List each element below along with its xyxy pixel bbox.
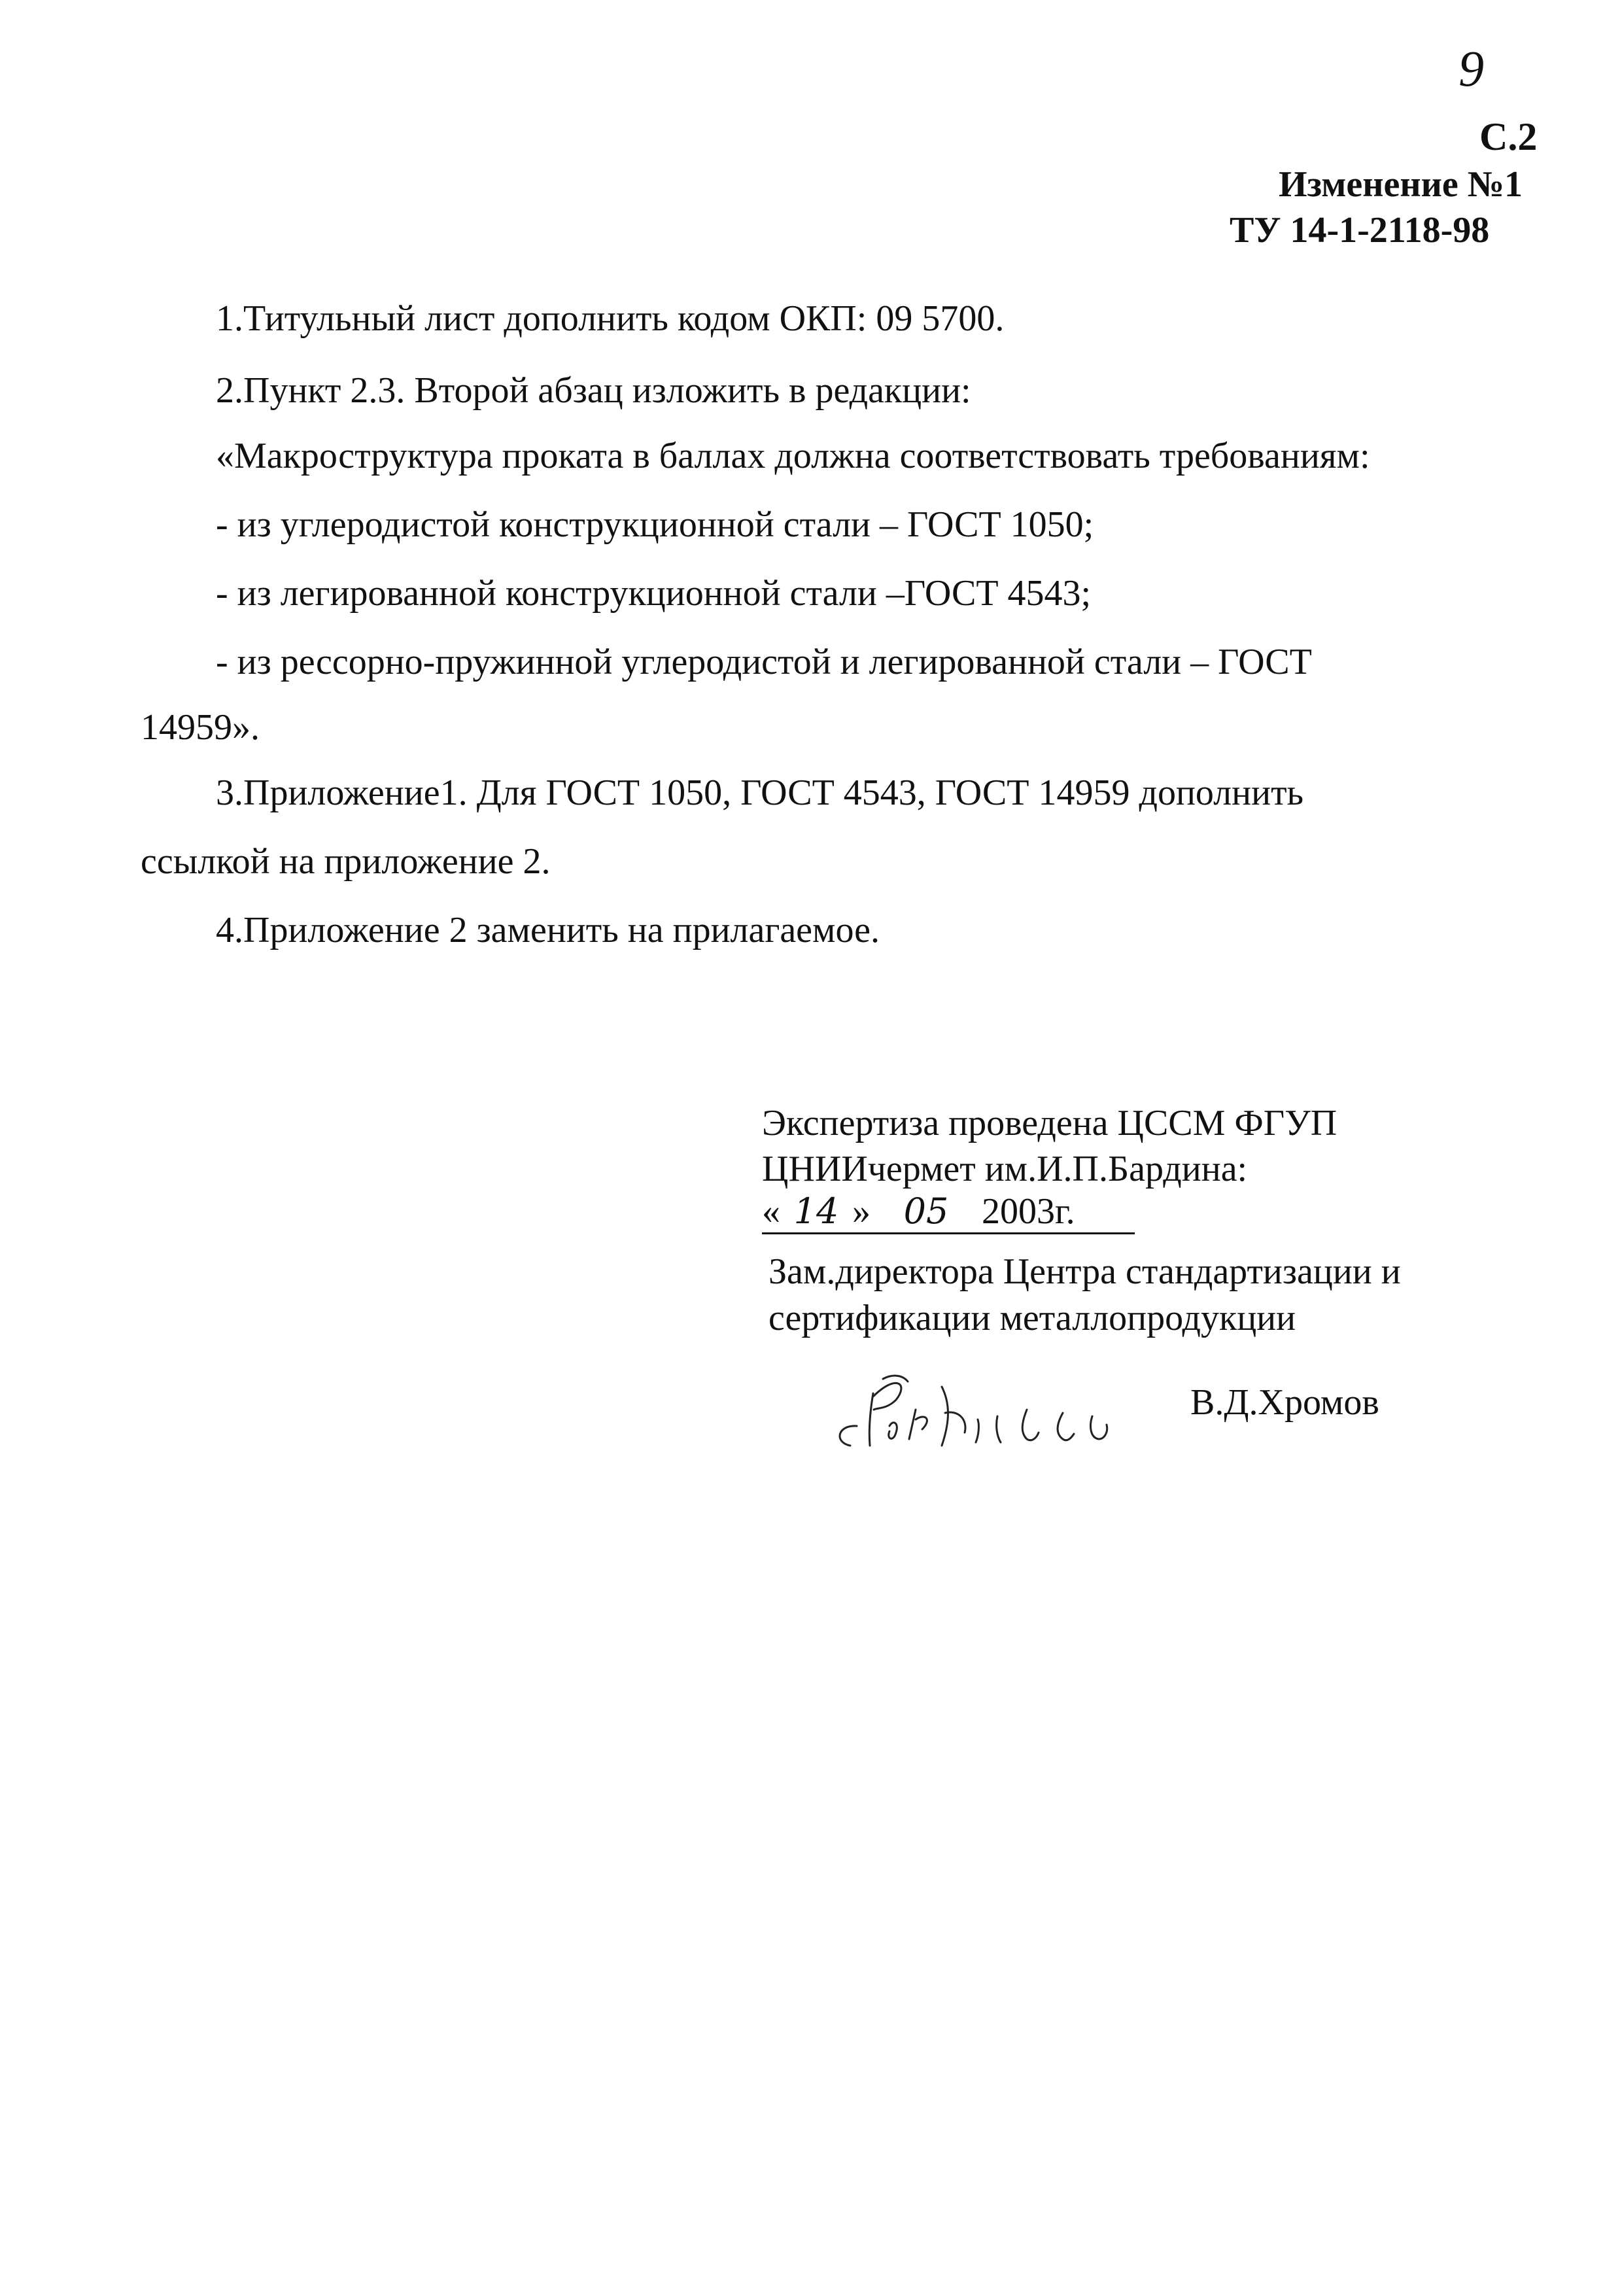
handwritten-signature bbox=[811, 1348, 1164, 1459]
signatory-role-line-1: Зам.директора Центра стандартизации и bbox=[768, 1251, 1401, 1292]
spec-number: ТУ 14-1-2118-98 bbox=[1230, 210, 1490, 251]
body-line: - из легированной конструкционной стали –ГОСТ 4543; bbox=[216, 573, 1092, 614]
handwritten-page-number: 9 bbox=[1458, 40, 1484, 97]
body-line: «Макроструктура проката в баллах должна соответствовать требованиям: bbox=[216, 436, 1370, 476]
body-line: 1.Титульный лист дополнить кодом ОКП: 09 5700. bbox=[216, 298, 1005, 339]
body-line: 3.Приложение1. Для ГОСТ 1050, ГОСТ 4543, ГОСТ 14959 дополнить bbox=[216, 773, 1304, 813]
date-close-quote: » bbox=[852, 1191, 871, 1232]
sheet-number: С.2 bbox=[1479, 115, 1538, 158]
date-day: 14 bbox=[793, 1191, 839, 1232]
body-line: 14959». bbox=[141, 707, 260, 748]
date-month: 05 bbox=[903, 1191, 949, 1232]
expertise-date bbox=[762, 1191, 1135, 1234]
date-year: 2003г. bbox=[982, 1191, 1075, 1232]
expertise-line-1: Экспертиза проведена ЦССМ ФГУП bbox=[762, 1103, 1337, 1143]
body-line: 4.Приложение 2 заменить на прилагаемое. bbox=[216, 910, 880, 950]
signatory-name: В.Д.Хромов bbox=[1190, 1382, 1379, 1423]
body-line: 2.Пункт 2.3. Второй абзац изложить в редакции: bbox=[216, 370, 971, 411]
body-line: - из углеродистой конструкционной стали – ГОСТ 1050; bbox=[216, 504, 1094, 545]
expertise-line-2: ЦНИИчермет им.И.П.Бардина: bbox=[762, 1149, 1248, 1189]
date-open-quote: « bbox=[762, 1191, 780, 1232]
change-number: Изменение №1 bbox=[1279, 164, 1523, 205]
signatory-role-line-2: сертификации металлопродукции bbox=[768, 1298, 1296, 1338]
body-line: ссылкой на приложение 2. bbox=[141, 841, 551, 882]
body-line: - из рессорно-пружинной углеродистой и легированной стали – ГОСТ bbox=[216, 642, 1312, 682]
